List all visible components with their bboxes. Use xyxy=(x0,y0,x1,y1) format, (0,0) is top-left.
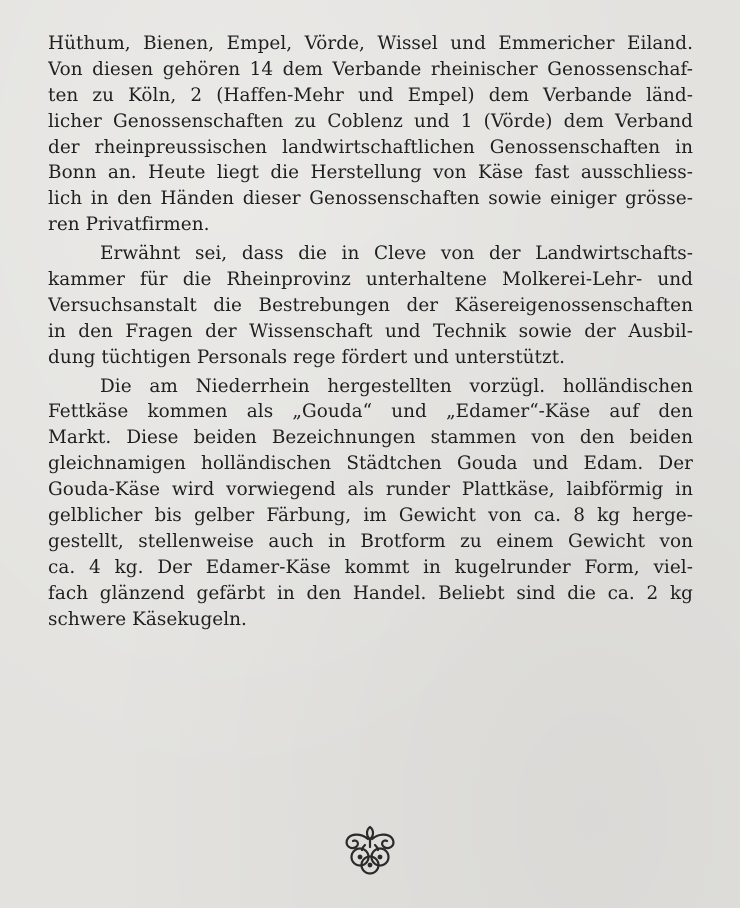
text-line: Hüthum, Bienen, Empel, Vörde, Wissel und Emmericher Eiland. xyxy=(48,33,693,54)
text-line: Von diesen gehören 14 dem Verbande rheinischer Genossenschaf- xyxy=(48,58,693,80)
text-line: Markt. Diese beiden Bezeichnungen stammen von den beiden xyxy=(48,427,693,449)
text-line: gelblicher bis gelber Färbung, im Gewicht von ca. 8 kg herge- xyxy=(48,505,693,527)
text-line: kammer für die Rheinprovinz unterhaltene Molkerei-Lehr- und xyxy=(48,269,693,291)
text-line: ca. 4 kg. Der Edamer-Käse kommt in kugelrunder Form, viel- xyxy=(48,556,693,578)
body-text xyxy=(48,31,693,632)
paragraph-3 xyxy=(48,374,693,633)
text-line: ten zu Köln, 2 (Haffen-Mehr und Empel) dem Verbande länd- xyxy=(48,84,693,106)
text-line: Versuchsanstalt die Bestrebungen der Käsereigenossenschaften xyxy=(48,294,693,316)
text-line: ren Privatfirmen. xyxy=(48,214,210,236)
text-line: in den Fragen der Wissenschaft und Technik sowie der Ausbil- xyxy=(48,320,693,342)
text-line: Erwähnt sei, dass die in Cleve von der Landwirtschafts- xyxy=(100,243,693,265)
text-line: lich in den Händen dieser Genossenschaften sowie einiger grösse- xyxy=(48,188,693,210)
paragraph-2 xyxy=(48,241,693,370)
text-line: Gouda-Käse wird vorwiegend als runder Plattkäse, laibförmig in xyxy=(48,479,693,501)
text-line: licher Genossenschaften zu Coblenz und 1 (Vörde) dem Verband xyxy=(48,110,693,132)
text-line: schwere Käsekugeln. xyxy=(48,608,247,630)
text-line: gestellt, stellenweise auch in Brotform zu einem Gewicht von xyxy=(48,530,693,552)
floral-ornament-icon xyxy=(343,823,397,875)
text-line: fach glänzend gefärbt in den Handel. Beliebt sind die ca. 2 kg xyxy=(48,582,693,604)
text-line: gleichnamigen holländischen Städtchen Gouda und Edam. Der xyxy=(48,453,693,475)
text-line: Fettkäse kommen als „Gouda“ und „Edamer“-Käse auf den xyxy=(48,401,693,423)
paragraph-1 xyxy=(48,31,693,238)
text-line: dung tüchtigen Personals rege fördert und unterstützt. xyxy=(48,346,566,368)
text-line: Die am Niederrhein hergestellten vorzügl. holländischen xyxy=(100,375,693,397)
text-line: der rheinpreussischen landwirtschaftlichen Genossenschaften in xyxy=(48,136,693,158)
text-line: Bonn an. Heute liegt die Herstellung von Käse fast ausschliess- xyxy=(48,162,693,184)
